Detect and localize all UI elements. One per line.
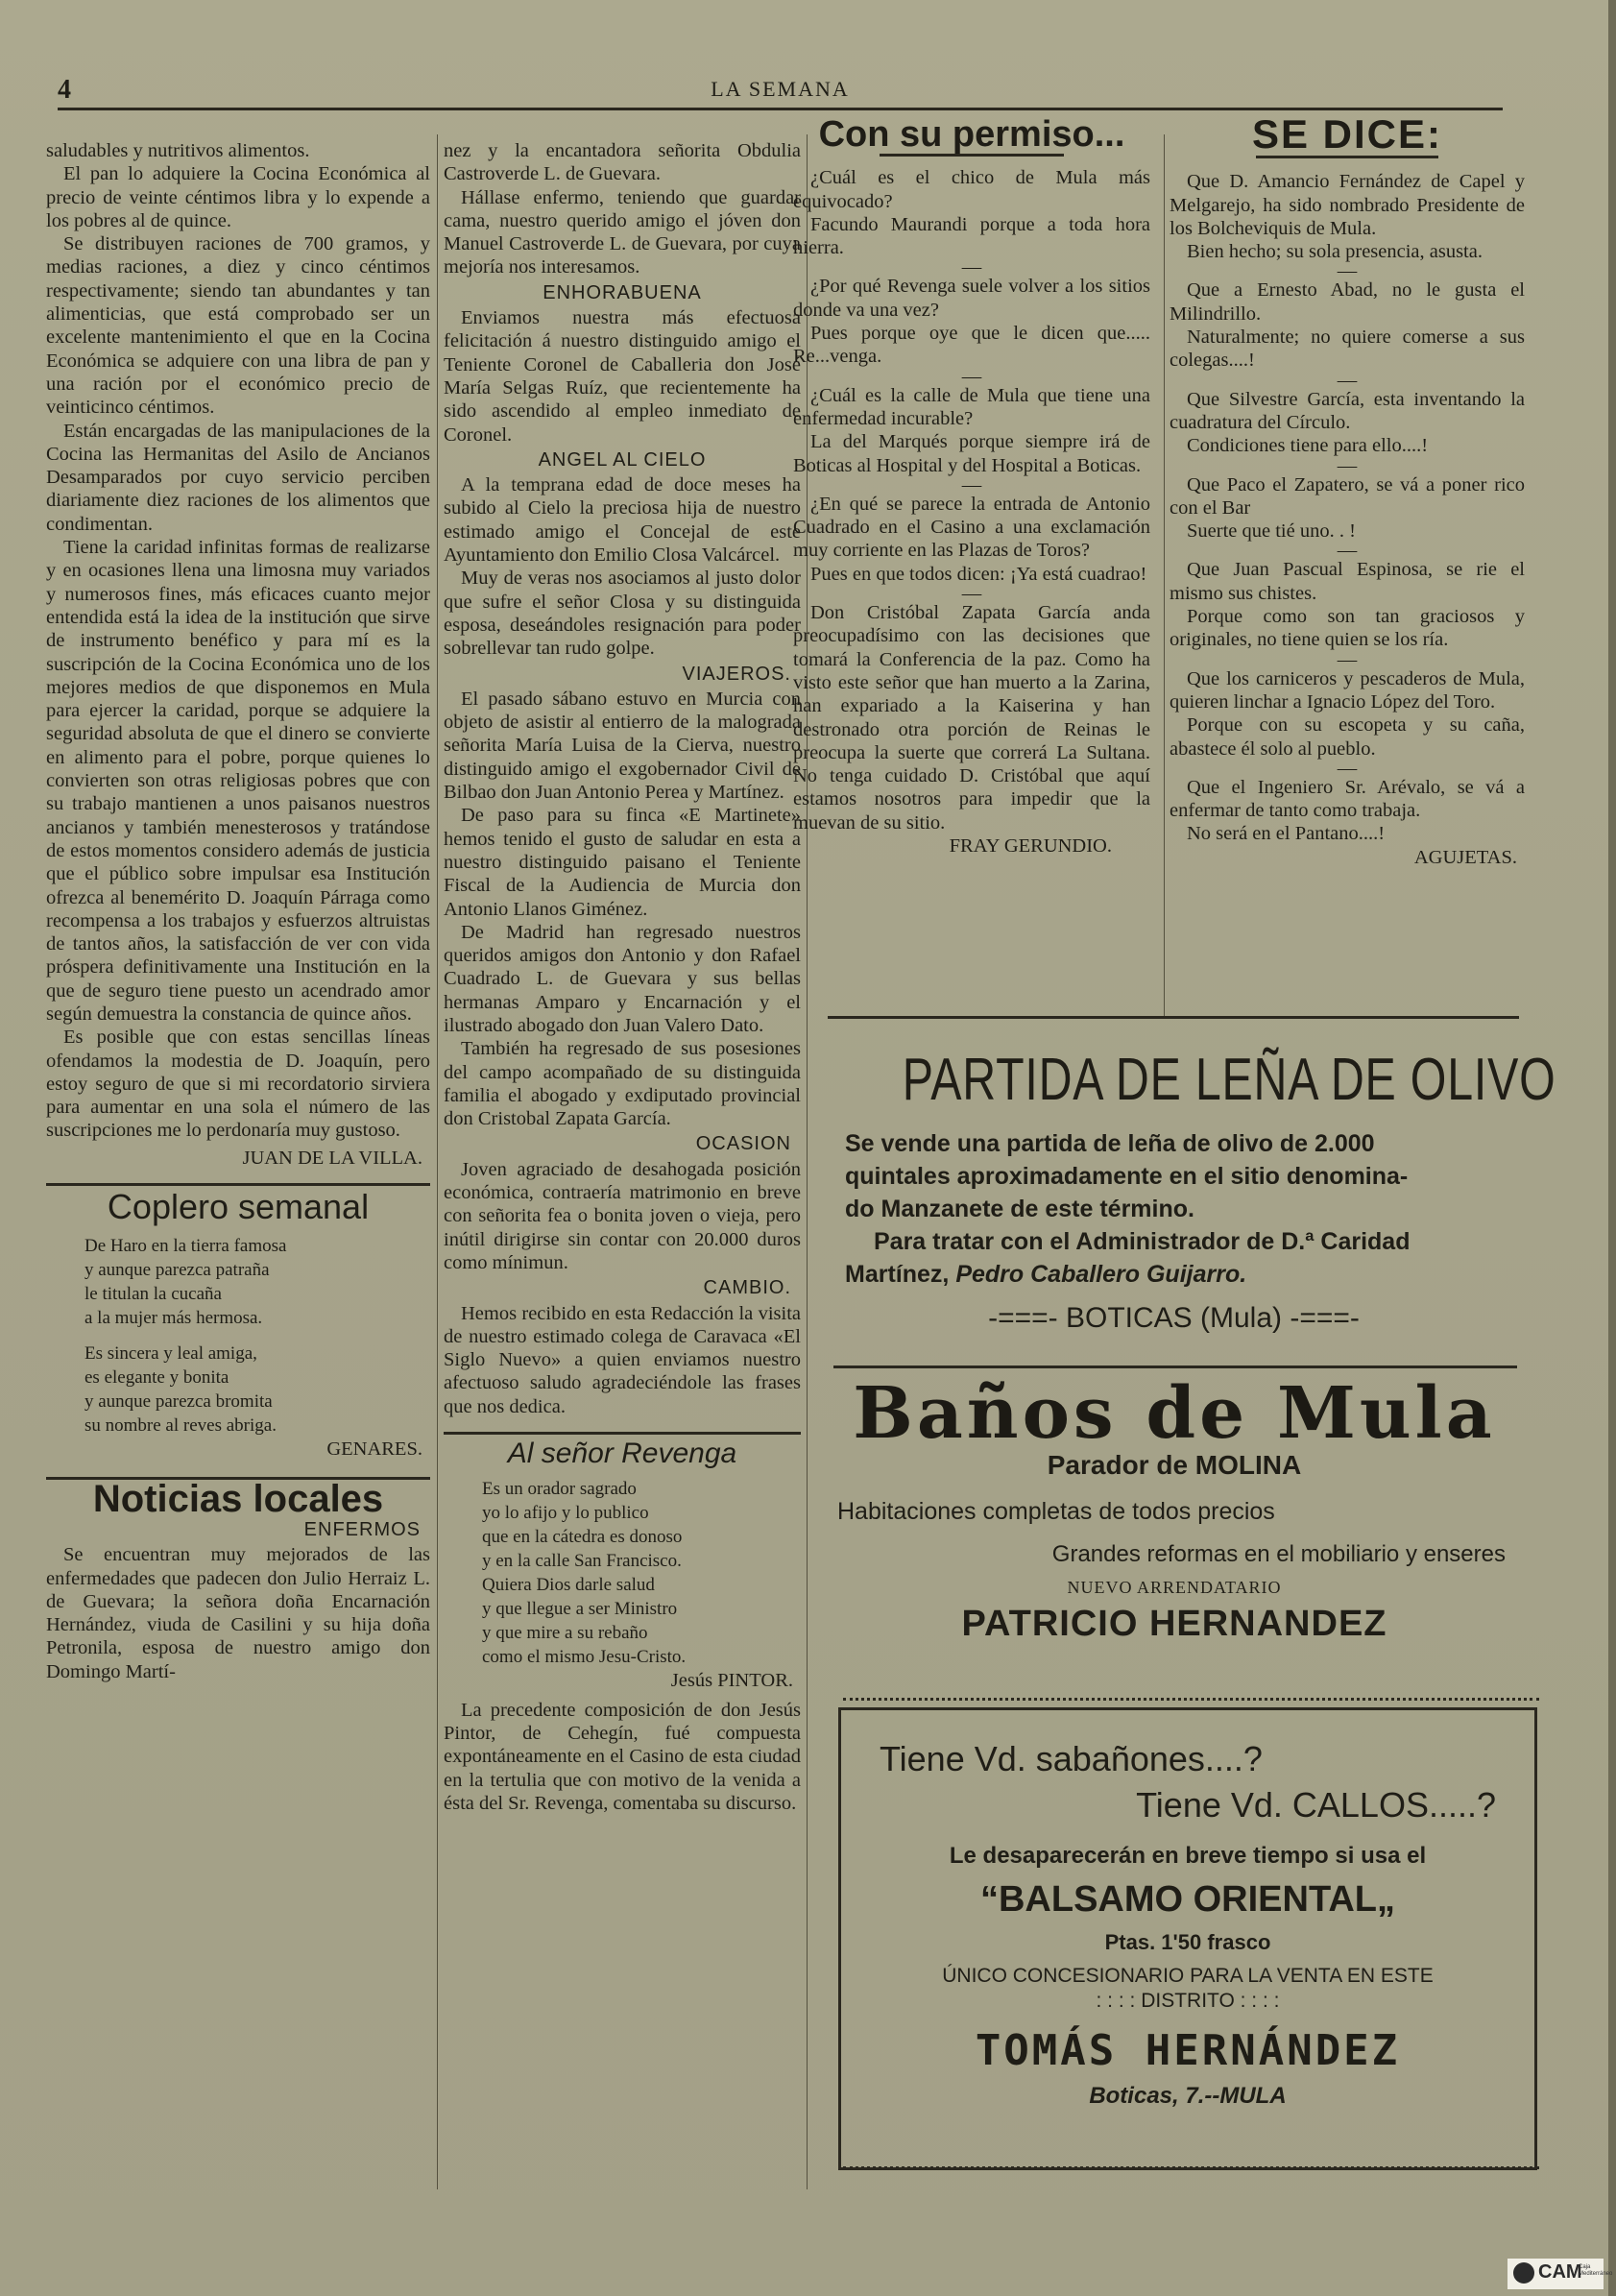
- ad-balsamo-oriental: [838, 1707, 1537, 2170]
- header-rule: [58, 108, 1503, 110]
- poem-line: Es un orador sagrado: [482, 1479, 637, 1500]
- question: ¿Por qué Revenga suele volver a los sitios donde va una vez?: [793, 276, 1150, 321]
- separator-dash: [1170, 266, 1525, 276]
- article-paragraph: El pasado sábano estuvo en Murcia con objeto de asistir al entierro de la malograda señorita María Luisa de la Cierva, nuestro distinguido amigo el exgobernador Civil de Bilbao don Juan Antonio Perea y Martínez.: [444, 688, 801, 804]
- poem-line: su nombre al reves abriga.: [84, 1415, 277, 1437]
- article-paragraph: También ha regresado de sus posesiones del campo acompañado de su distinguida familia el abogado y exdiputado provincial don Cristobal Zapata García.: [444, 1038, 801, 1130]
- answer: Pues porque oye que le dicen que..... Re...venga.: [793, 323, 1150, 368]
- poem-line: y aunque parezca patraña: [84, 1260, 270, 1281]
- cambio-heading: CAMBIO.: [703, 1277, 791, 1299]
- ad-line: Habitaciones completas de todos precios: [837, 1498, 1275, 1525]
- revenga-title: Al señor Revenga: [507, 1438, 737, 1470]
- ad-title: Baños de Mula: [853, 1372, 1496, 1455]
- column-divider: [1164, 134, 1165, 1018]
- comment: Porque con su escopeta y su caña, abastece él solo al pueblo.: [1170, 714, 1525, 760]
- page-edge: [1608, 0, 1616, 2296]
- ad-seller: TOMÁS HERNÁNDEZ: [975, 2026, 1401, 2075]
- ad-lena-olivo: [826, 1047, 1556, 1335]
- poem-line: como el mismo Jesu-Cristo.: [482, 1647, 687, 1668]
- poem-line: De Haro en la tierra famosa: [84, 1236, 287, 1257]
- logo-circle-icon: [1513, 2262, 1534, 2284]
- ad-owner: PATRICIO HERNANDEZ: [961, 1604, 1387, 1644]
- article-paragraph: saludables y nutritivos alimentos.: [46, 140, 310, 161]
- question: ¿Cuál es la calle de Mula que tiene una enfermedad incurable?: [793, 384, 1150, 429]
- ad-line: Para tratar con el Administrador de D.ª Caridad: [874, 1228, 1411, 1255]
- comment: Bien hecho; su sola presencia, asusta.: [1187, 241, 1483, 263]
- enhorabuena-heading: ENHORABUENA: [543, 281, 702, 303]
- logo-text: CAM: [1538, 2261, 1582, 2283]
- rumor: Que D. Amancio Fernández de Capel y Melgarejo, ha sido nombrado Presidente de los Bolcheviquis de Mula.: [1170, 171, 1525, 239]
- angel-heading: ANGEL AL CIELO: [538, 448, 707, 471]
- copla-signature: GENARES.: [326, 1438, 422, 1461]
- article-paragraph: Joven agraciado de desahogada posición económica, contraería matrimonio en breve con señorita fea o bonita joven o vieja, pero inútil dirigirse sin contar con 20.000 duros como mínimun.: [444, 1158, 801, 1273]
- permiso-title: Con su permiso...: [818, 114, 1125, 155]
- separator-dash: [1170, 655, 1525, 665]
- section-rule: [46, 1183, 430, 1186]
- column-4: [1170, 111, 1525, 869]
- article-paragraph: La precedente composición de don Jesús Pintor, de Cehegín, fué compuesta expontáneamente en el Casino de esta ciudad en la tertulia que con motivo de la venida a ésta del Sr. Revenga, comentaba su discurso.: [444, 1699, 801, 1814]
- section-rule: [833, 1366, 1517, 1368]
- article-paragraph: El pan lo adquiere la Cocina Económica al precio de veinte céntimos libra y lo expende a los pobres al de quince.: [46, 163, 430, 231]
- comment: No será en el Pantano....!: [1187, 823, 1386, 845]
- article-signature: FRAY GERUNDIO.: [949, 835, 1112, 858]
- separator-dash: [793, 589, 1150, 598]
- comment: Condiciones tiene para ello....!: [1187, 435, 1429, 457]
- newspaper-title: LA SEMANA: [711, 77, 850, 101]
- article-paragraph: Se distribuyen raciones de 700 gramos, y medias raciones, a diez y cinco céntimos respectivamente; siendo tan abundantes y tan alimenticias, que está comprobado ser un excelente mantenimiento el que en la Cocina Económica se adquiere con una libra de pan y una ración por el económico precio de veinticinco céntimos.: [46, 233, 430, 419]
- archive-logo: [1507, 2259, 1613, 2289]
- poem-line: Es sincera y leal amiga,: [84, 1343, 257, 1365]
- poem-line: Quiera Dios darle salud: [482, 1575, 655, 1596]
- ad-title: PARTIDA DE LEÑA DE OLIVO: [902, 1047, 1556, 1113]
- question: ¿En qué se parece la entrada de Antonio Cuadrado en el Casino a una exclamación muy corriente en las Plazas de Toros?: [793, 493, 1150, 562]
- article-paragraph: De Madrid han regresado nuestros queridos amigos don Antonio y don Rafael Cuadrado L. de Guevara y sus bellas hermanas Amparo y Encarnación y el ilustrado abogado don Juan Valero Dato.: [444, 921, 801, 1036]
- revenga-poem: [444, 1477, 801, 1669]
- ad-contact-name: Pedro Caballero Guijarro.: [955, 1261, 1247, 1288]
- ad-question: Tiene Vd. CALLOS.....?: [1136, 1785, 1496, 1825]
- article-paragraph: Muy de veras nos asociamos al justo dolor que sufre el señor Closa y su distinguida esposa, deseándoles resignación para poder sobrellevar tan rudo golpe.: [444, 568, 801, 660]
- column-3: [793, 114, 1150, 858]
- article-paragraph: nez y la encantadora señorita Obdulia Castroverde L. de Guevara.: [444, 140, 801, 185]
- poem-line: y que mire a su rebaño: [482, 1623, 648, 1644]
- ad-line: do Manzanete de este término.: [845, 1196, 1194, 1222]
- column-1: [46, 139, 430, 1683]
- poem-line: le titulan la cucaña: [84, 1284, 222, 1305]
- enfermos-heading: ENFERMOS: [303, 1518, 421, 1540]
- article-paragraph: Hállase enfermo, teniendo que guardar cama, nuestro querido amigo el jóven don Manuel Castroverde L. de Guevara, por cuya mejoría nos interesamos.: [444, 186, 801, 278]
- ad-line: Se vende una partida de leña de olivo de 2.000: [845, 1130, 1375, 1157]
- copla-poem: [46, 1234, 430, 1438]
- rumor: Que a Ernesto Abad, no le gusta el Milindrillo.: [1170, 279, 1525, 325]
- article-paragraph: Es posible que con estas sencillas líneas ofendamos la modestia de D. Joaquín, pero estoy seguro de que si mi recordatorio sirviera para aumentar en una sola el número de las suscripciones me lo perdonaría muy gustoso.: [46, 1027, 430, 1142]
- article-signature: JUAN DE LA VILLA.: [242, 1147, 422, 1169]
- question: Don Cristóbal Zapata García anda preocupadísimo con las decisiones que tomará la Conferencia de la paz. Como ha visto este señor que han muerto a la Zarina, han expariado a la Kaiserina y han destronado otra porción de Reinas le preocupa la suerte que correrá La Sultana. No tenga cuidado D. Cristóbal que aquí estamos nosotros para impedir que la muevan de su sitio.: [793, 602, 1150, 834]
- answer: Pues en que todos dicen: ¡Ya está cuadrao!: [810, 563, 1147, 585]
- comment: Naturalmente; no quiere comerse a sus colegas....!: [1170, 326, 1525, 372]
- article-paragraph: De paso para su finca «E Martinete» hemos tenido el gusto de saludar en esta a nuestro distinguido paisano el Teniente Fiscal de la Audiencia de Murcia don Antonio Llanos Giménez.: [444, 805, 801, 920]
- article-paragraph: Hemos recibido en esta Redacción la visita de nuestro estimado colega de Caravaca «El Siglo Nuevo» a quien enviamos nuestro afectuoso saludo agradeciéndole las frases que nos dedica.: [444, 1302, 801, 1417]
- ad-product: “BALSAMO ORIENTAL„: [979, 1879, 1396, 1920]
- separator-dash: [793, 262, 1150, 272]
- page-header: [58, 75, 1503, 104]
- column-divider: [437, 134, 438, 2189]
- poem-line: yo lo afijo y lo publico: [482, 1503, 649, 1524]
- ornament-icon: -===-: [988, 1302, 1058, 1334]
- noticias-title: Noticias locales: [92, 1477, 384, 1520]
- rumor: Que el Ingeniero Sr. Arévalo, se vá a enfermar de tanto como trabaja.: [1170, 776, 1525, 822]
- poem-line: a la mujer más hermosa.: [84, 1308, 263, 1329]
- separator-dash: [1170, 763, 1525, 773]
- separator-dash: [1170, 375, 1525, 385]
- ad-line: NUEVO ARRENDATARIO: [1067, 1578, 1282, 1597]
- section-rule: [444, 1432, 801, 1435]
- rumor: Que Paco el Zapatero, se vá a poner rico con el Bar: [1170, 473, 1525, 519]
- ad-price: Ptas. 1'50 frasco: [1104, 1930, 1271, 1954]
- rumor: Que Silvestre García, esta inventando la cuadratura del Círculo.: [1170, 388, 1525, 433]
- ocasion-heading: OCASION: [695, 1133, 791, 1155]
- separator-dash: [793, 480, 1150, 490]
- poem-line: y que llegue a ser Ministro: [482, 1599, 678, 1620]
- rumor: Que los carniceros y pescaderos de Mula, quieren linchar a Ignacio López del Toro.: [1170, 667, 1525, 713]
- ad-line: Grandes reformas en el mobiliario y enseres: [1051, 1541, 1506, 1567]
- question: ¿Cuál es el chico de Mula más equivocado?: [793, 167, 1150, 212]
- poem-signature: Jesús PINTOR.: [670, 1670, 793, 1692]
- ad-question: Tiene Vd. sabañones....?: [880, 1739, 1263, 1778]
- article-paragraph: Enviamos nuestra más efectuosa felicitación á nuestro distinguido amigo el Teniente Coronel de Caballeria don José María Selgas Ruíz, que recientemente ha sido ascendido al empleo inmediato de Coronel.: [444, 307, 801, 446]
- separator-dash: [793, 372, 1150, 381]
- ad-line: : : : : DISTRITO : : : :: [1096, 1990, 1280, 2012]
- page-number: 4: [58, 75, 71, 105]
- ornament-icon: -===-: [1290, 1302, 1360, 1334]
- separator-dash: [1170, 545, 1525, 555]
- comment: Porque como son tan graciosos y originales, no tiene quien se los ría.: [1170, 606, 1525, 651]
- section-rule: [828, 1016, 1519, 1019]
- ad-address: Boticas, 7.--MULA: [1089, 2083, 1287, 2109]
- copla-title: Coplero semanal: [107, 1187, 370, 1227]
- article-paragraph: Están encargadas de las manipulaciones de la Cocina las Hermanitas del Asilo de Ancianos Desamparados por cuyo servicio perciben diariamente diez raciones de los alimentos que condimentan.: [46, 420, 430, 535]
- comment: Suerte que tié uno. . !: [1187, 520, 1356, 543]
- ornament-border-bottom: [843, 2166, 1539, 2181]
- article-paragraph: Se encuentran muy mejorados de las enfermedades que padecen don Julio Herraiz L. de Guevara; la señora doña Encarnación Hernández, viuda de Casilini y su hija doña Petronila, esposa de nuestro amigo don Domingo Martí-: [46, 1544, 430, 1682]
- poem-line: que en la cátedra es donoso: [482, 1527, 683, 1548]
- viajeros-heading: VIAJEROS.: [682, 663, 791, 685]
- poem-line: y en la calle San Francisco.: [482, 1551, 682, 1572]
- separator-dash: [1170, 461, 1525, 471]
- article-paragraph: A la temprana edad de doce meses ha subido al Cielo la preciosa hija de nuestro estimado amigo el Concejal de este Ayuntamiento don Emilio Closa Valcárcel.: [444, 474, 801, 567]
- ad-place: BOTICAS (Mula): [1065, 1302, 1283, 1334]
- rumor: Que Juan Pascual Espinosa, se rie el mismo sus chistes.: [1170, 559, 1525, 604]
- answer: La del Marqués porque siempre irá de Boticas al Hospital y del Hospital a Boticas.: [793, 431, 1150, 476]
- answer: Facundo Maurandi porque a toda hora hierra.: [793, 213, 1150, 259]
- poem-line: es elegante y bonita: [84, 1367, 229, 1389]
- ad-line: ÚNICO CONCESIONARIO PARA LA VENTA EN ESTE: [942, 1965, 1434, 1987]
- ad-line: quintales aproximadamente en el sitio denomina-: [845, 1163, 1409, 1190]
- column-2: [444, 139, 801, 1815]
- article-paragraph: Tiene la caridad infinitas formas de realizarse y en ocasiones llena una limosna muy variados y numerosos fines, más eficaces cuanto mejor entendida está la idea de la institución que sirve de instrumento benéfico y para mí es la suscripción de la Cocina Económica uno de los mejores medios de que disponemos en Mula para ejercer la caridad, porque se adquiere la seguridad absoluta de que el dinero se convierte en alimento para el pobre, porque quienes lo convierten son otras religiosas pobres que con su trabajo mantienen a unos paisanos nuestros ancianos y también menesterosos y tratándose de estos momentos considero además de justicia que el público sobre impulsar esa Institución ofrezca al benemérito D. Joaquín Párraga como recompensa a los trabajos y esfuerzos altruistas de tantos años, la satisfacción de ver con vida próspera definitivamente una Institución en la que de seguro tiene puesto un acendrado amor según demuestra la constancia de quince años.: [46, 537, 430, 1025]
- se-dice-title: SE DICE:: [1251, 111, 1443, 157]
- ad-subtitle: Parador de MOLINA: [1047, 1450, 1302, 1480]
- article-signature: AGUJETAS.: [1413, 846, 1517, 868]
- ad-line: Martínez,: [845, 1261, 950, 1288]
- ad-banos-mula: [828, 1373, 1521, 1645]
- poem-line: y aunque parezca bromita: [84, 1391, 273, 1413]
- logo-subtext: Caja Mediterráneo: [1579, 2264, 1613, 2277]
- ad-line: Le desaparecerán en breve tiempo si usa el: [949, 1843, 1427, 1869]
